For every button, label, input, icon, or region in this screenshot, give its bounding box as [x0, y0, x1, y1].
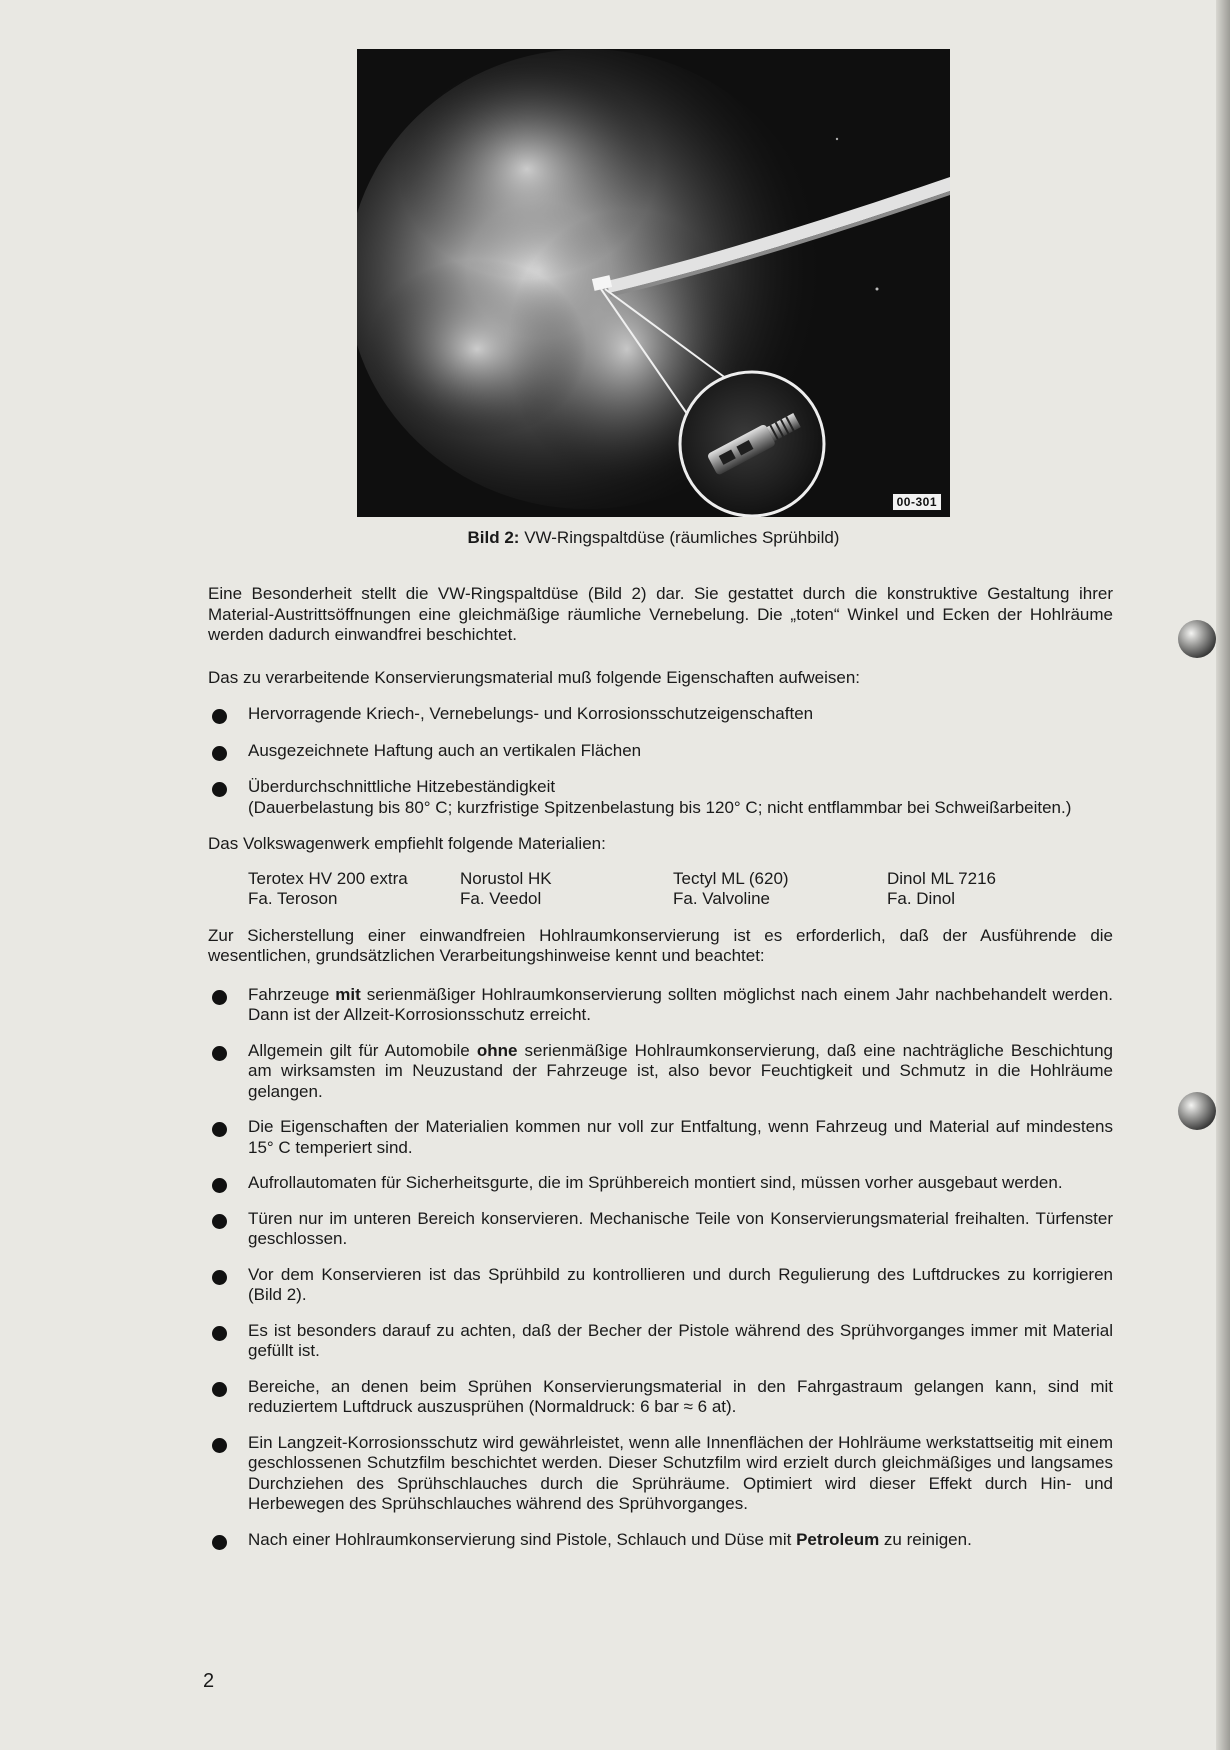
figure-caption-text: VW-Ringspaltdüse (räumliches Sprühbild) [519, 528, 840, 547]
guideline-text: Aufrollautomaten für Sicherheitsgurte, die im Sprühbereich montiert sind, müssen vorher ausgebaut werden. [248, 1173, 1063, 1192]
guideline-text: Vor dem Konservieren ist das Sprühbild zu kontrollieren und durch Regulierung des Luftdruckes zu korrigieren (Bild 2). [248, 1264, 1113, 1304]
guideline-text: Allgemein gilt für Automobile [248, 1040, 477, 1060]
intro-paragraph: Eine Besonderheit stellt die VW-Ringspaltdüse (Bild 2) dar. Sie gestattet durch die konstruktive Gestaltung ihrer Material-Austrittsöffnungen eine gleichmäßige räumliche Vernebelung. Die „toten“ Winkel und Ecken der Hohlräume werden dadurch einwandfrei beschichtet. [208, 584, 1113, 644]
figure-caption-label: Bild 2: [467, 528, 520, 547]
material-name: Tectyl ML (620) [673, 868, 789, 888]
property-text: Überdurchschnittliche Hitzebeständigkeit [248, 777, 556, 796]
guideline-text: Es ist besonders darauf zu achten, daß der Becher der Pistole während des Sprühvorganges immer mit Material gefüllt ist. [248, 1320, 1113, 1360]
property-text: Ausgezeichnete Haftung auch an vertikalen Flächen [248, 740, 642, 760]
material-entry [460, 869, 673, 910]
material-name: Dinol ML 7216 [887, 868, 996, 888]
document-body [208, 584, 1113, 1565]
material-entry [887, 869, 1087, 910]
guideline-text: Türen nur im unteren Bereich konservieren. Mechanische Teile von Konservierungsmaterial freihalten. Türfenster geschlossen. [248, 1208, 1113, 1248]
guideline-text: serienmäßiger Hohlraumkonservierung sollten möglichst nach einem Jahr nachbehandelt werden. Dann ist der Allzeit-Korrosionsschutz erreicht. [248, 984, 1113, 1024]
guideline-text: serienmäßige Hohlraumkonservierung, daß eine nachträgliche Beschichtung am wirksamsten im Neuzustand der Fahrzeuge ist, also bevor Feuchtigkeit und Schmutz in die Hohlräume gelangen. [248, 1040, 1113, 1101]
list-item [208, 1265, 1113, 1306]
material-name: Terotex HV 200 extra [248, 868, 408, 888]
figure-caption [357, 528, 950, 548]
guideline-emphasis: Petroleum [796, 1529, 880, 1549]
guideline-emphasis: mit [335, 984, 361, 1004]
properties-intro: Das zu verarbeitende Konservierungsmaterial muß folgende Eigenschaften aufweisen: [208, 667, 861, 687]
list-item [208, 741, 1113, 762]
list-item [208, 1173, 1113, 1194]
guideline-text: zu reinigen. [879, 1529, 972, 1549]
material-name: Norustol HK [460, 868, 552, 888]
material-entry [673, 869, 887, 910]
guideline-text: Fahrzeuge [248, 984, 336, 1004]
material-maker: Fa. Dinol [887, 889, 956, 908]
guidelines-intro: Zur Sicherstellung einer einwandfreien Hohlraumkonservierung ist es erforderlich, daß der Ausführende die wesentlichen, grundsätzlichen Verarbeitungshinweise kennt und beachtet: [208, 925, 1113, 965]
list-item [208, 777, 1113, 818]
list-item [208, 1433, 1113, 1515]
page-edge [1216, 0, 1230, 1750]
list-item [208, 1321, 1113, 1362]
punch-hole-bottom [1178, 1092, 1216, 1130]
list-item [208, 704, 1113, 725]
list-item [208, 1209, 1113, 1250]
property-note: (Dauerbelastung bis 80° C; kurzfristige Spitzenbelastung bis 120° C; nicht entflammbar bei Schweißarbeiten.) [248, 797, 1072, 817]
list-item [208, 1530, 1113, 1551]
spray-nozzle-illustration [357, 49, 950, 517]
spray-photo [357, 49, 950, 517]
list-item [208, 985, 1113, 1026]
list-item [208, 1041, 1113, 1103]
materials-table [248, 869, 1113, 910]
guideline-text: Bereiche, an denen beim Sprühen Konservierungsmaterial in den Fahrgastraum gelangen kann, sind mit reduziertem Luftdruck auszusprühen (Normaldruck: 6 bar ≈ 6 at). [248, 1376, 1113, 1416]
guideline-text: Die Eigenschaften der Materialien kommen nur voll zur Entfaltung, wenn Fahrzeug und Material auf mindestens 15° C temperiert sind. [248, 1117, 1113, 1157]
page-number: 2 [203, 1670, 215, 1692]
punch-hole-top [1178, 620, 1216, 658]
material-entry [248, 869, 460, 910]
list-item [208, 1117, 1113, 1158]
materials-intro: Das Volkswagenwerk empfiehlt folgende Materialien: [208, 834, 606, 853]
guideline-text: Nach einer Hohlraumkonservierung sind Pistole, Schlauch und Düse mit [248, 1529, 797, 1549]
figure-code: 00-301 [892, 493, 942, 511]
material-maker: Fa. Teroson [248, 889, 338, 908]
material-maker: Fa. Valvoline [673, 889, 771, 908]
guidelines-list [208, 985, 1113, 1551]
list-item [208, 1377, 1113, 1418]
properties-list [208, 704, 1113, 818]
property-text: Hervorragende Kriech-, Vernebelungs- und Korrosionsschutzeigenschaften [248, 704, 814, 723]
material-maker: Fa. Veedol [460, 889, 542, 908]
guideline-emphasis: ohne [476, 1040, 518, 1060]
guideline-text: Ein Langzeit-Korrosionsschutz wird gewährleistet, wenn alle Innenflächen der Hohlräume werkstattseitig mit einem geschlossenen Schutzfilm beschichtet werden. Dieser Schutzfilm wird erzielt durch gleichmäßiges und langsames Durchziehen des Sprühschlauches durch die Sprühräume. Optimiert wird dieser Effekt durch Hin- und Herbewegen des Sprühschlauches während des Sprühvorganges. [248, 1432, 1113, 1513]
